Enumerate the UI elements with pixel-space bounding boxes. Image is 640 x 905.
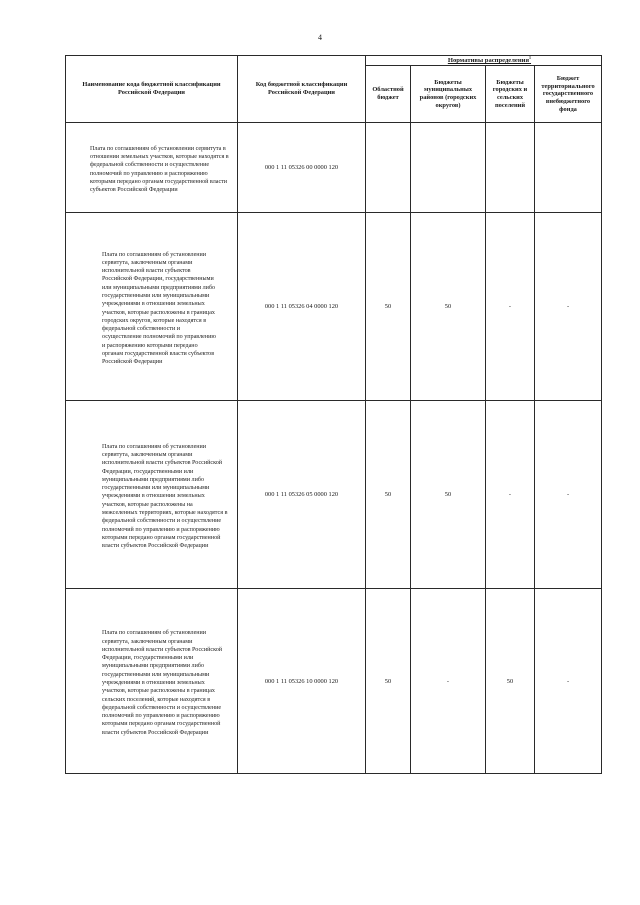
row-name: Плата по соглашениям об установлении сервитута, заключенным органами исполнительной власти субъектов Российской Федерации, государственными или муниципальными предприятиями либо государственными или муниципальными учреждениями в отношении земельных участков, которые расположены в границах сельских поселений, которые находятся в федеральной собственности и осуществление полномочий по управлению и распоряжению которыми передано органам государственной власти субъектов Российской Федерации bbox=[102, 630, 223, 736]
row-regional: 50 bbox=[366, 401, 411, 589]
row-settlements: - bbox=[486, 401, 535, 589]
row-regional: 50 bbox=[366, 589, 411, 774]
header-settlements: Бюджеты городских и сельских поселений bbox=[486, 66, 535, 123]
page-number: 4 bbox=[318, 33, 322, 42]
row-code: 000 1 11 05326 05 0000 120 bbox=[238, 401, 366, 589]
row-regional bbox=[366, 123, 411, 213]
row-settlements: - bbox=[486, 213, 535, 401]
row-settlements: 50 bbox=[486, 589, 535, 774]
row-name-cell bbox=[66, 123, 238, 213]
row-fund: - bbox=[535, 589, 602, 774]
row-settlements bbox=[486, 123, 535, 213]
header-regional: Областной бюджет bbox=[366, 66, 411, 123]
header-name-column: Наименование кода бюджетной классификации Российской Федерации bbox=[66, 56, 238, 123]
header-norms-group bbox=[366, 56, 602, 66]
table-row bbox=[66, 589, 602, 774]
norms-group-label: Нормативы распределения bbox=[447, 57, 530, 65]
row-code: 000 1 11 05326 10 0000 120 bbox=[238, 589, 366, 774]
row-code: 000 1 11 05326 04 0000 120 bbox=[238, 213, 366, 401]
distribution-table bbox=[65, 55, 602, 774]
header-fund: Бюджет территориального государственного внебюджетного фонда bbox=[535, 66, 602, 123]
row-name-cell bbox=[66, 213, 238, 401]
row-municipal: 50 bbox=[411, 213, 486, 401]
row-name: Плата по соглашениям об установлении сервитута, заключенным органами исполнительной власти субъектов Российской Федерации, государственными или муниципальными предприятиями либо государственными или муниципальными учреждениями в отношении земельных участков, которые расположены в границах городских округов, которые находятся в федеральной собственности и осуществление полномочий по управлению и распоряжению которыми передано органам государственной власти субъектов Российской Федерации bbox=[102, 251, 216, 366]
header-municipal: Бюджеты муниципальных районов (городских округов) bbox=[411, 66, 486, 123]
row-fund bbox=[535, 123, 602, 213]
row-fund: - bbox=[535, 213, 602, 401]
header-code-column: Код бюджетной классификации Российской Федерации bbox=[238, 56, 366, 123]
row-municipal bbox=[411, 123, 486, 213]
row-municipal: - bbox=[411, 589, 486, 774]
row-name: Плата по соглашениям об установлении сервитута в отношении земельных участков, которые находятся в федеральной собственности и осуществление полномочий по управлению и распоряжению которыми передано органам государственной власти субъектов Российской Федерации bbox=[90, 145, 229, 194]
table-row bbox=[66, 213, 602, 401]
row-fund: - bbox=[535, 401, 602, 589]
row-municipal: 50 bbox=[411, 401, 486, 589]
row-code: 000 1 11 05326 00 0000 120 bbox=[238, 123, 366, 213]
table-row bbox=[66, 401, 602, 589]
norms-footnote-mark: 1 bbox=[529, 55, 532, 60]
table-row bbox=[66, 123, 602, 213]
row-regional: 50 bbox=[366, 213, 411, 401]
row-name-cell bbox=[66, 589, 238, 774]
row-name: Плата по соглашениям об установлении сервитута, заключенным органами исполнительной власти субъектов Российской Федерации, государственными или муниципальными предприятиями либо государственными или муниципальными учреждениями в отношении земельных участков, которые расположены на межселенных территориях, которые находятся в федеральной собственности и осуществление полномочий по управлению и распоряжению которыми передано органам государственной власти субъектов Российской Федерации bbox=[102, 443, 228, 550]
row-name-cell bbox=[66, 401, 238, 589]
